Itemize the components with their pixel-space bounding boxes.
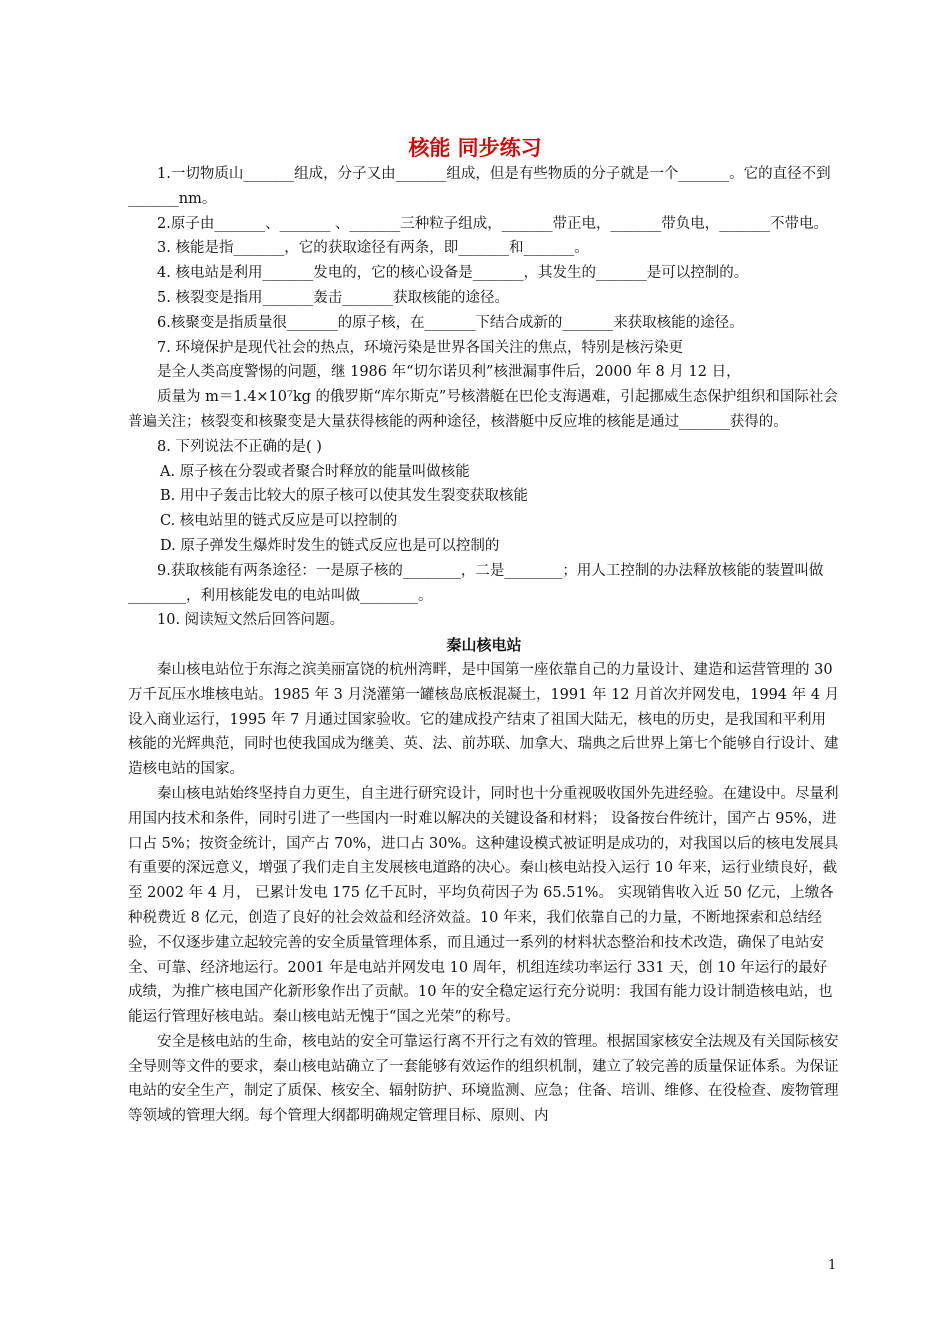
question-8-option-a: A. 原子核在分裂或者聚合时释放的能量叫做核能 xyxy=(160,463,470,480)
article-title: 秦山核电站 xyxy=(446,636,522,655)
document-body xyxy=(128,162,840,1129)
question-1: 1.一切物质山_______组成，分子又由_______组成，但是有些物质的分子就是一个_______。它的直径不到_______nm。 xyxy=(128,166,831,207)
question-4: 4. 核电站是利用_______发电的，它的核心设备是_______，其发生的_______是可以控制的。 xyxy=(157,265,749,282)
question-6: 6.核聚变是指质量很_______的原子核，在_______下结合成新的_______来获取核能的途径。 xyxy=(157,314,744,331)
question-10: 10. 阅读短文然后回答问题。 xyxy=(157,612,345,629)
question-8-option-c: C. 核电站里的链式反应是可以控制的 xyxy=(160,513,398,530)
question-5: 5. 核裂变是指用_______轰击_______获取核能的途径。 xyxy=(157,289,509,306)
question-8-option-d: D. 原子弹发生爆炸时发生的链式反应也是可以控制的 xyxy=(160,537,500,554)
article-paragraph: 秦山核电站位于东海之滨美丽富饶的杭州湾畔，是中国第一座依靠自己的力量设计、建造和运营管理的 30 万千瓦压水堆核电站。1985 年 3 月浇灌第一罐核岛底板混凝土，1991 年 12 月首次并网发电，1994 年 4 月设入商业运行，1995 年 7 月通过国家验收。它的建成投产结束了祖国大陆无，核电的历史，是我国和平利用核能的光辉典范，同时也使我国成为继美、英、法、前苏联、加拿大、瑞典之后世界上第七个能够自行设计、建造核电站的国家。 xyxy=(128,661,840,778)
question-2: 2.原子由_______、_______ 、_______三种粒子组成，_______带正电，_______带负电，_______不带电。 xyxy=(157,215,828,232)
question-7-line: 质量为 m＝1.4×10⁷kg 的俄罗斯“库尔斯克”号核潜艇在巴伦支海遇难，引起挪威生态保护组织和国际社会普遍关注；核裂变和核聚变是大量获得核能的两种途径，核潜艇中反应堆的核能是通过_______获得的。 xyxy=(128,389,838,430)
article-paragraph: 秦山核电站始终坚持自力更生，自主进行研究设计，同时也十分重视吸收国外先进经验。在建设中。尽量利用国内技术和条件，同时引进了一些国内一时难以解决的关键设备和材料； 设备按台件统计，国产占 95%，进口占 5%；按资金统计，国产占 70%，进口占 30%。这种建设模式被证明是成功的，对我国以后的核电发展具有重要的深远意义，增强了我们走自主发展核电道路的决心。秦山核电站投入运行 10 年来，运行业绩良好，截至 2002 年 4 月， 已累计发电 175 亿千瓦时，平均负荷因子为 65.51%。 实现销售收入近 50 亿元，上缴各种税费近 8 亿元，创造了良好的社会效益和经济效益。10 年来，我们依靠自己的力量，不断地探索和总结经验，不仅逐步建立起较完善的安全质量管理体系，而且通过一系列的材料状态整治和技术改造，确保了电站安全、可靠、经济地运行。2001 年是电站并网发电 10 周年，机组连续功率运行 331 天，创 10 年运行的最好成绩，为推广核电国产化新形象作出了贡献。10 年的安全稳定运行充分说明：我国有能力设计制造核电站，也能运行管理好核电站。秦山核电站无愧于“国之光荣”的称号。 xyxy=(128,785,839,1026)
question-7: 7. 环境保护是现代社会的热点，环境污染是世界各国关注的焦点，特别是核污染更 xyxy=(157,339,683,356)
article-paragraph: 安全是核电站的生命，核电站的安全可靠运行离不开行之有效的管理。根据国家核安全法规及有关国际核安全导则等文件的要求，秦山核电站确立了一套能够有效运作的组织机制，建立了较完善的质量保证体系。为保证电站的安全生产，制定了质保、核安全、辐射防护、环境监测、应急；住备、培训、维修、在役检查、废物管理等领域的管理大纲。每个管理大纲都明确规定管理目标、原则、内 xyxy=(128,1033,839,1125)
question-9: 9.获取核能有两条途径：一是原子核的________，二是________；用人工控制的办法释放核能的装置叫做________，利用核能发电的电站叫做________。 xyxy=(128,562,824,604)
question-8-option-b: B. 用中子轰击比较大的原子核可以使其发生裂变获取核能 xyxy=(160,488,528,505)
page-number: 1 xyxy=(828,1258,837,1273)
page-title: 核能 同步练习 xyxy=(408,136,542,160)
question-7-line: 是全人类高度警惕的问题，继 1986 年“切尔诺贝利”核泄漏事件后，2000 年 8 月 12 日， xyxy=(157,364,741,381)
question-3: 3. 核能是指_______，它的获取途径有两条，即_______和_______。 xyxy=(157,240,589,257)
question-8-stem: 8. 下列说法不正确的是( ) xyxy=(157,438,322,455)
